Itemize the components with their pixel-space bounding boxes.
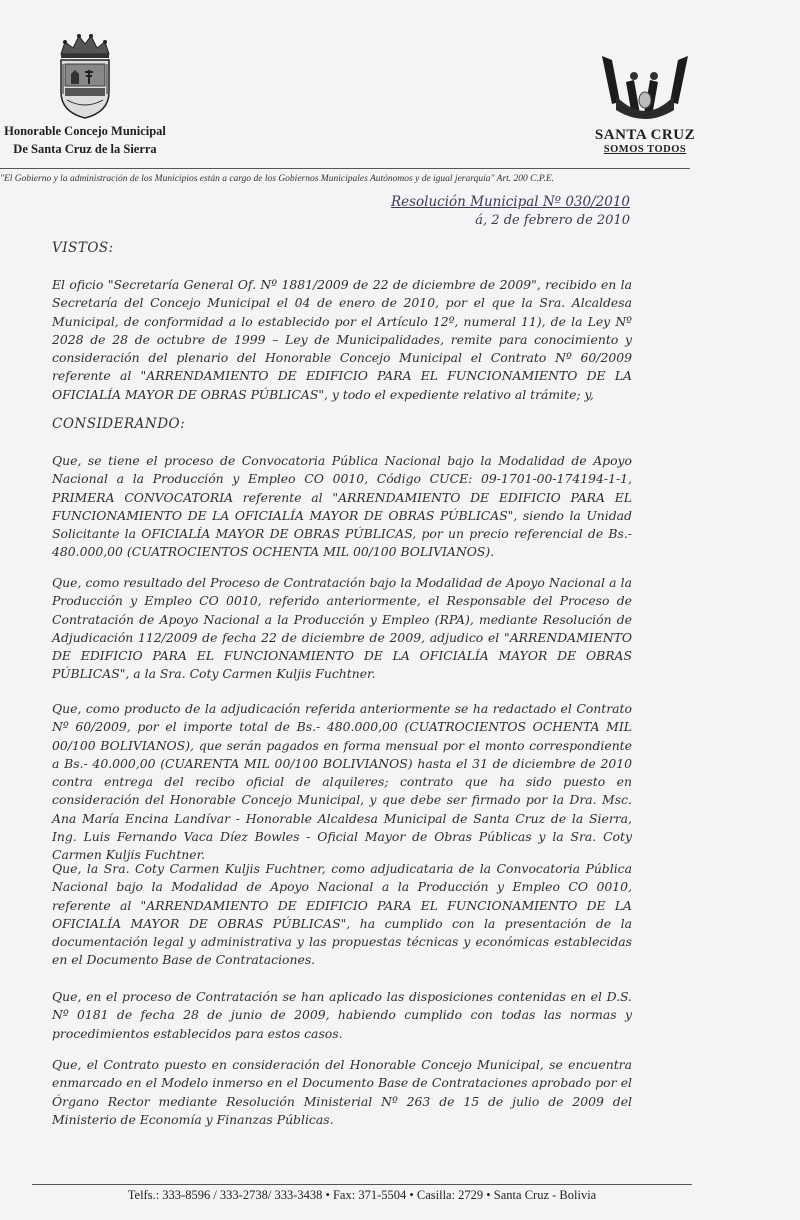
considerando-paragraph: Que, como resultado del Proceso de Contratación bajo la Modalidad de Apoyo Nacional a la Producción y Empleo CO 0010, referido anteriormente, el Responsable del Proceso de Contratación de Apoyo Nacional a la Producción y Empleo (RPA), mediante Resolución de Adjudicación 112/2009 de fecha 22 de diciembre de 2009, adjudico el "ARRENDAMIENTO DE EDIFICIO PARA EL FUNCIONAMIENTO DE LA OFICIALÍA MAYOR DE OBRAS PÚBLICAS", a la Sra. Coty Carmen Kuljis Fuchtner. — [52, 575, 632, 682]
resolution-date: á, 2 de febrero de 2010 — [475, 213, 630, 228]
footer-divider — [32, 1184, 692, 1185]
vistos-heading: VISTOS: — [52, 240, 114, 256]
council-name-line1: Honorable Concejo Municipal — [4, 124, 166, 138]
council-name-line2: De Santa Cruz de la Sierra — [13, 142, 157, 156]
considerando-paragraph: Que, en el proceso de Contratación se han aplicado las disposiciones contenidas en el D.S. Nº 0181 de fecha 28 de junio de 2009, habiendo cumplido con todas las normas y procedimientos establecidos para estos casos. — [52, 989, 632, 1041]
considerando-heading: CONSIDERANDO: — [52, 416, 186, 432]
contact-footer: Telfs.: 333-8596 / 333-2738/ 333-3438 • Fax: 371-5504 • Casilla: 2729 • Santa Cruz - Bolivia — [127, 1188, 597, 1202]
considerando-paragraph: Que, se tiene el proceso de Convocatoria Pública Nacional bajo la Modalidad de Apoyo Nacional a la Producción y Empleo CO 0010, Código CUCE: 09-1701-00-174194-1-1, PRIMERA CONVOCATORIA referente al "ARRENDAMIENTO DE EDIFICIO PARA EL FUNCIONAMIENTO DE LA OFICIALÍA MAYOR DE OBRAS PÚBLICAS", siendo la Unidad Solicitante la OFICIALÍA MAYOR DE OBRAS PÚBLICAS, por un precio referencial de Bs.- 480.000,00 (CUATROCIENTOS OCHENTA MIL 00/100 BOLIVIANOS). — [52, 453, 632, 560]
resolution-title: Resolución Municipal Nº 030/2010 — [390, 194, 630, 210]
considerando-paragraph: Que, como producto de la adjudicación referida anteriormente se ha redactado el Contrato Nº 60/2009, por el importe total de Bs.- 480.000,00 (CUATROCIENTOS OCHENTA MIL 00/100 BOLIVIANOS), que serán pagados en forma mensual por el monto correspondiente a Bs.- 40.000,00 (CUARENTA MIL 00/100 BOLIVIANOS) hasta el 31 de diciembre de 2010 contra entrega del recibo oficial de alquileres; contrato que ha sido puesto en consideración del Honorable Concejo Municipal, y que debe ser firmado por la Dra. Msc. Ana María Encina Landívar - Honorable Alcaldesa Municipal de Santa Cruz de la Sierra, Ing. Luis Fernando Vaca Díez Bowles - Oficial Mayor de Obras Públicas y la Sra. Coty Carmen Kuljis Fuchtner. — [52, 701, 632, 863]
vistos-paragraph: El oficio "Secretaría General Of. Nº 1881/2009 de 22 de diciembre de 2009", recibido en la Secretaría del Concejo Municipal el 04 de enero de 2010, por el que la Sra. Alcaldesa Municipal, de conformidad a lo establecido por el Artículo 12º, numeral 11), de la Ley Nº 2028 de 28 de octubre de 1999 – Ley de Municipalidades, remite para conocimiento y consideración del plenario del Honorable Concejo Municipal el Contrato Nº 60/2009 referente al "ARRENDAMIENTO DE EDIFICIO PARA EL FUNCIONAMIENTO DE LA OFICIALÍA MAYOR DE OBRAS PÚBLICAS", y todo el expediente relativo al trámite; y, — [52, 277, 632, 402]
council-brand — [0, 30, 170, 156]
santa-cruz-subtitle: SOMOS TODOS — [603, 144, 687, 155]
santa-cruz-title: SANTA CRUZ — [594, 127, 696, 143]
constitutional-motto: "El Gobierno y la administración de los Municipios están a cargo de los Gobiernos Municipales Autónomos y de igual jerarquía" Art. 200 C.P.E. — [0, 174, 555, 184]
santa-cruz-brand — [580, 52, 710, 155]
considerando-paragraph: Que, la Sra. Coty Carmen Kuljis Fuchtner, como adjudicataria de la Convocatoria Pública Nacional bajo la Modalidad de Apoyo Nacional a la Producción y Empleo CO 0010, referente al "ARRENDAMIENTO DE EDIFICIO PARA EL FUNCIONAMIENTO DE LA OFICIALÍA MAYOR DE OBRAS PÚBLICAS", ha cumplido con la presentación de la documentación legal y administrativa y las propuestas técnicas y económicas establecidas en el Documento Base de Contrataciones. — [52, 861, 632, 968]
municipal-crest-icon — [53, 30, 117, 120]
header-divider — [0, 168, 690, 169]
considerando-paragraph: Que, el Contrato puesto en consideración del Honorable Concejo Municipal, se encuentra enmarcado en el Modelo inmerso en el Documento Base de Contrataciones aprobado por el Órgano Rector mediante Resolución Ministerial Nº 263 de 15 de julio de 2009 del Ministerio de Economía y Finanzas Públicas. — [52, 1057, 632, 1127]
santa-cruz-figures-icon — [590, 52, 700, 127]
